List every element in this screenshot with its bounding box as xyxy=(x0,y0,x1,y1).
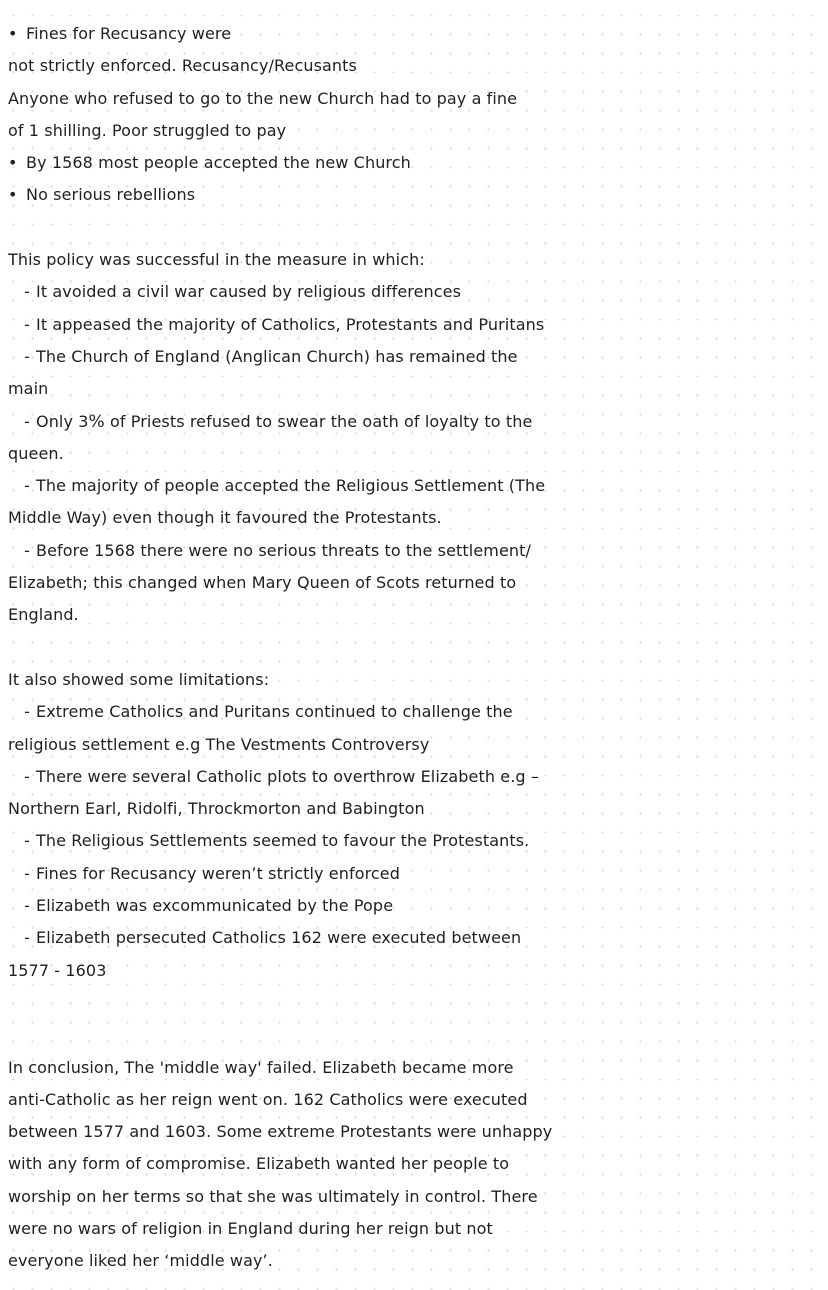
dash-icon: - xyxy=(24,928,30,948)
bullet-icon: • xyxy=(8,24,18,43)
list-item: - The majority of people accepted the Religious Settlement (The xyxy=(8,470,828,502)
list-item: - It appeased the majority of Catholics, Protestants and Puritans xyxy=(8,309,828,341)
conclusion-line: worship on her terms so that she was ultimately in control. There xyxy=(8,1186,538,1206)
dash-icon: - xyxy=(24,896,30,916)
section-heading: This policy was successful in the measure in which: xyxy=(8,250,425,270)
dash-icon: - xyxy=(24,314,30,334)
bullet-item: • Fines for Recusancy were xyxy=(8,18,828,50)
text-line: Elizabeth; this changed when Mary Queen of Scots returned to xyxy=(8,573,517,593)
dash-icon: - xyxy=(24,766,30,786)
dash-icon: - xyxy=(24,540,30,560)
dash-icon: - xyxy=(24,863,30,883)
text-line: Anyone who refused to go to the new Church had to pay a fine xyxy=(8,88,518,108)
list-item: - Fines for Recusancy weren’t strictly enforced xyxy=(8,858,828,890)
spacer xyxy=(8,632,828,664)
text-line: of 1 shilling. Poor struggled to pay xyxy=(8,120,287,140)
conclusion-line: between 1577 and 1603. Some extreme Protestants were unhappy xyxy=(8,1122,553,1142)
list-item: - Before 1568 there were no serious threats to the settlement/ xyxy=(8,535,828,567)
text-line: England. xyxy=(8,605,79,625)
conclusion-line: anti-Catholic as her reign went on. 162 Catholics were executed xyxy=(8,1089,528,1109)
list-item: - It avoided a civil war caused by religious differences xyxy=(8,276,828,308)
list-item: - The Religious Settlements seemed to favour the Protestants. xyxy=(8,825,828,857)
text-line: Northern Earl, Ridolfi, Throckmorton and Babington xyxy=(8,799,425,819)
conclusion-line: In conclusion, The 'middle way' failed. Elizabeth became more xyxy=(8,1057,514,1077)
bullet-icon: • xyxy=(8,185,18,205)
list-item: - The Church of England (Anglican Church) has remained the xyxy=(8,341,828,373)
list-item: - Elizabeth was excommunicated by the Pope xyxy=(8,890,828,922)
text-line: queen. xyxy=(8,443,64,463)
text-line: religious settlement e.g The Vestments Controversy xyxy=(8,734,430,754)
dash-icon: - xyxy=(24,411,30,431)
text-line: 1577 - 1603 xyxy=(8,960,107,980)
list-item: - Extreme Catholics and Puritans continued to challenge the xyxy=(8,696,828,728)
text-line: not strictly enforced. Recusancy/Recusants xyxy=(8,56,357,76)
list-item: - Only 3% of Priests refused to swear the oath of loyalty to the xyxy=(8,406,828,438)
spacer xyxy=(8,212,828,244)
section-heading: It also showed some limitations: xyxy=(8,669,270,689)
conclusion-line: with any form of compromise. Elizabeth wanted her people to xyxy=(8,1154,510,1174)
dash-icon: - xyxy=(24,702,30,722)
dash-icon: - xyxy=(24,346,30,366)
bullet-item: • No serious rebellions xyxy=(8,179,828,211)
list-item: - There were several Catholic plots to overthrow Elizabeth e.g – xyxy=(8,761,828,793)
text-line: Middle Way) even though it favoured the Protestants. xyxy=(8,508,442,528)
conclusion-line: were no wars of religion in England during her reign but not xyxy=(8,1218,493,1238)
text-line: main xyxy=(8,379,49,399)
bullet-icon: • xyxy=(8,153,18,173)
dash-icon: - xyxy=(24,282,30,302)
list-item: - Elizabeth persecuted Catholics 162 were executed between xyxy=(8,922,828,954)
dash-icon: - xyxy=(24,476,30,496)
conclusion-line: everyone liked her ‘middle way’. xyxy=(8,1251,273,1271)
spacer xyxy=(8,987,828,1052)
bullet-item: • By 1568 most people accepted the new Church xyxy=(8,147,828,179)
dash-icon: - xyxy=(24,831,30,851)
